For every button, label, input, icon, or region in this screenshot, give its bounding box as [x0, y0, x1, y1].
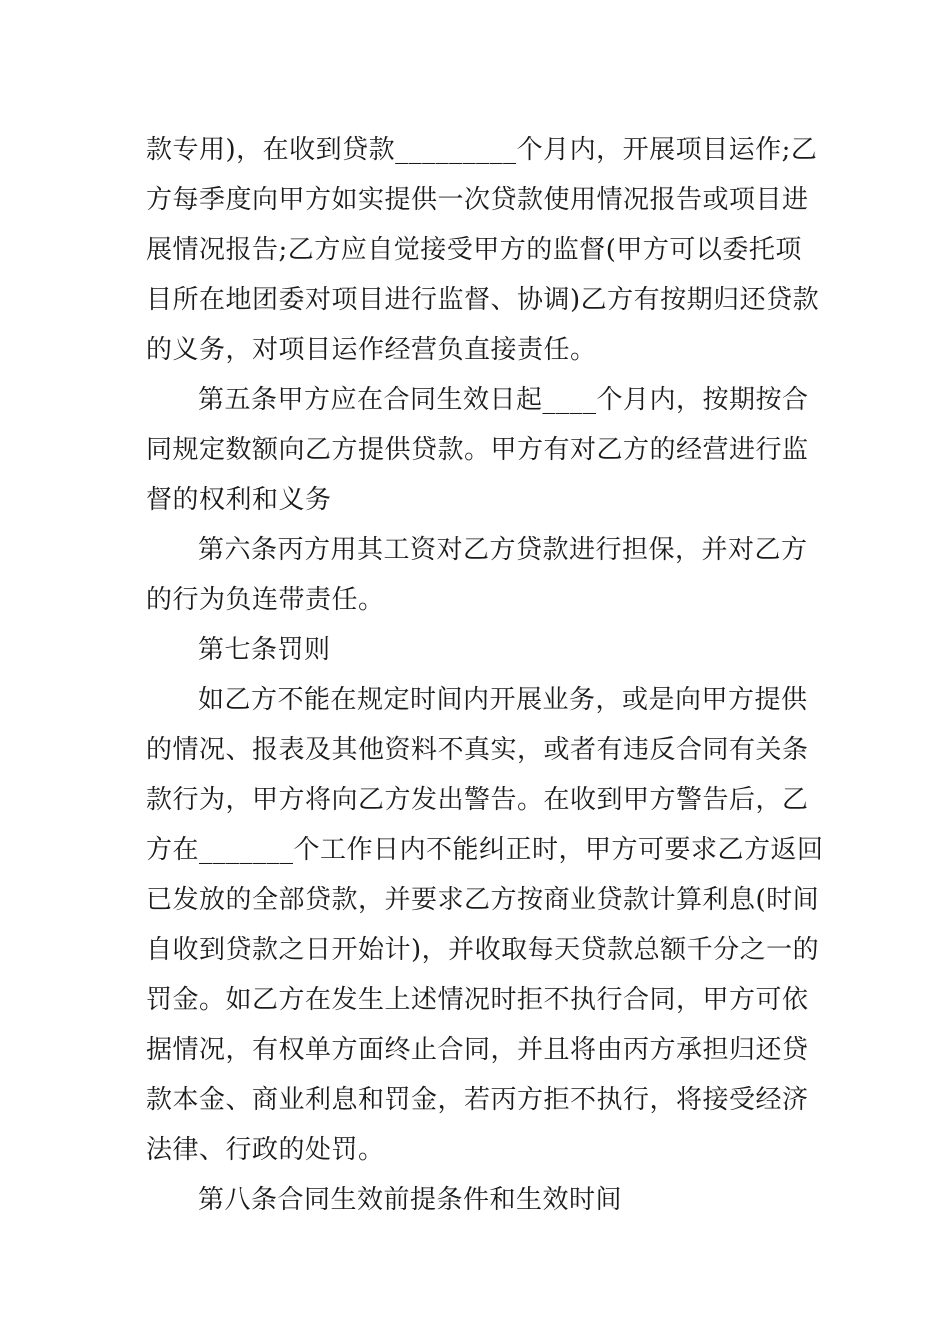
- text-line: 款本金、商业利息和罚金，若丙方拒不执行，将接受经济: [146, 1085, 809, 1115]
- article-7-heading: 第七条罚则: [198, 635, 331, 665]
- text-line: 的行为负连带责任。: [146, 585, 385, 615]
- article-6-heading: 第六条丙方用其工资对乙方贷款进行担保，并对乙方: [198, 535, 808, 565]
- text-line: 罚金。如乙方在发生上述情况时拒不执行合同，甲方可依: [146, 985, 809, 1015]
- text-line: 款行为，甲方将向乙方发出警告。在收到甲方警告后，乙: [146, 785, 809, 815]
- text-line: 展情况报告;乙方应自觉接受甲方的监督(甲方可以委托项: [146, 235, 802, 265]
- text-line: 如乙方不能在规定时间内开展业务，或是向甲方提供: [198, 685, 808, 715]
- text-line: 同规定数额向乙方提供贷款。甲方有对乙方的经营进行监: [146, 435, 809, 465]
- text-line: 自收到贷款之日开始计)，并收取每天贷款总额千分之一的: [146, 935, 820, 965]
- article-8-heading: 第八条合同生效前提条件和生效时间: [198, 1185, 623, 1215]
- text-line: 的义务，对项目运作经营负直接责任。: [146, 335, 597, 365]
- text-line: 款专用)，在收到贷款_________个月内，开展项目运作;乙: [146, 135, 818, 165]
- text-line: 督的权利和义务: [146, 485, 332, 515]
- text-line: 法律、行政的处罚。: [146, 1135, 385, 1165]
- text-line: 已发放的全部贷款，并要求乙方按商业贷款计算利息(时间: [146, 885, 820, 915]
- text-line: 的情况、报表及其他资料不真实，或者有违反合同有关条: [146, 735, 809, 765]
- article-5-heading: 第五条甲方应在合同生效日起____个月内，按期按合: [198, 385, 809, 415]
- text-line: 方在_______个工作日内不能纠正时，甲方可要求乙方返回: [146, 835, 824, 865]
- text-line: 目所在地团委对项目进行监督、协调)乙方有按期归还贷款: [146, 285, 820, 315]
- text-line: 方每季度向甲方如实提供一次贷款使用情况报告或项目进: [146, 185, 809, 215]
- text-line: 据情况，有权单方面终止合同，并且将由丙方承担归还贷: [146, 1035, 809, 1065]
